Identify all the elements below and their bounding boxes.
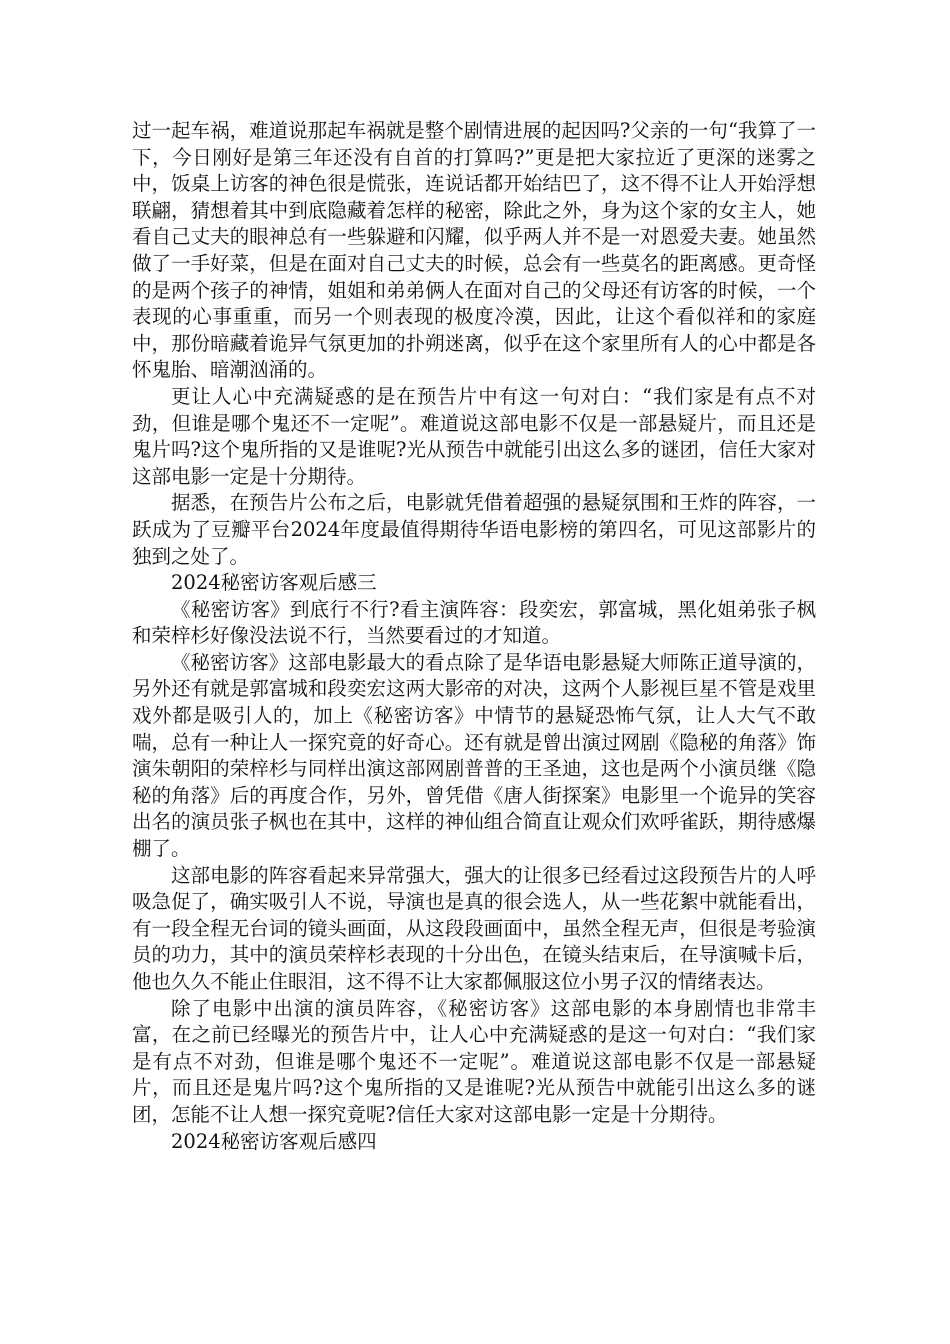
paragraph-dialogue-doubt: 更让人心中充满疑惑的是在预告片中有这一句对白：“我们家是有点不对劲，但谁是哪个鬼还不一定呢”。难道说这部电影不仅是一部悬疑片，而且还是鬼片吗?这个鬼所指的又是谁呢?光从预告中就能引出这么多的谜团，信任大家对这部电影一定是十分期待。 [132, 384, 816, 488]
paragraph-plot-richness: 除了电影中出演的演员阵容，《秘密访客》这部电影的本身剧情也非常丰富，在之前已经曝光的预告片中，让人心中充满疑惑的是这一句对白：“我们家是有点不对劲，但谁是哪个鬼还不一定呢”。难道说这部电影不仅是一部悬疑片，而且还是鬼片吗?这个鬼所指的又是谁呢?光从预告中就能引出这么多的谜团，怎能不让人想一探究竟呢?信任大家对这部电影一定是十分期待。 [132, 996, 816, 1126]
section-heading-three: 2024秘密访客观后感三 [171, 571, 377, 595]
section-heading-four: 2024秘密访客观后感四 [171, 1129, 377, 1153]
paragraph-cast-question: 《秘密访客》到底行不行?看主演阵容：段奕宏，郭富城，黑化姐弟张子枫和荣梓杉好像没法说不行，当然要看过的才知道。 [132, 597, 816, 648]
paragraph-intro-continuation: 过一起车祸，难道说那起车祸就是整个剧情进展的起因吗?父亲的一句“我算了一下，今日刚好是第三年还没有自首的打算吗?”更是把大家拉近了更深的迷雾之中，饭桌上访客的神色很是慌张，连说话都开始结巴了，这不得不让人开始浮想联翩，猜想着其中到底隐藏着怎样的秘密，除此之外，身为这个家的女主人，她看自己丈夫的眼神总有一些躲避和闪耀，似乎两人并不是一对恩爱夫妻。她虽然做了一手好菜，但是在面对自己丈夫的时候，总会有一些莫名的距离感。更奇怪的是两个孩子的神情，姐姐和弟弟俩人在面对自己的父母还有访客的时候，一个表现的心事重重，而另一个则表现的极度冷漠，因此，让这个看似祥和的家庭中，那份暗藏着诡异气氛更加的扑朔迷离，似乎在这个家里所有人的心中都是各怀鬼胎、暗潮汹涌的。 [132, 119, 816, 382]
paragraph-douban-ranking: 据悉，在预告片公布之后，电影就凭借着超强的悬疑氛围和王炸的阵容，一跃成为了豆瓣平台2024年度最值得期待华语电影榜的第四名，可见这部影片的独到之处了。 [132, 491, 816, 568]
paragraph-cast-strength: 这部电影的阵容看起来异常强大，强大的让很多已经看过这段预告片的人呼吸急促了，确实吸引人不说，导演也是真的很会选人，从一些花絮中就能看出，有一段全程无台词的镜头画面，从这段段画面中，虽然全程无声，但很是考验演员的功力，其中的演员荣梓杉表现的十分出色，在镜头结束后，在导演喊卡后，他也久久不能止住眼泪，这不得不让大家都佩服这位小男子汉的情绪表达。 [132, 863, 816, 993]
paragraph-highlights: 《秘密访客》这部电影最大的看点除了是华语电影悬疑大师陈正道导演的，另外还有就是郭富城和段奕宏这两大影帝的对决，这两个人影视巨星不管是戏里戏外都是吸引人的，加上《秘密访客》中情节的悬疑恐怖气氛，让人大气不敢喘，总有一种让人一探究竟的好奇心。还有就是曾出演过网剧《隐秘的角落》饰演朱朝阳的荣梓杉与同样出演这部网剧普普的王圣迪，这也是两个小演员继《隐秘的角落》后的再度合作，另外，曾凭借《唐人街探案》电影里一个诡异的笑容出名的演员张子枫也在其中，这样的神仙组合简直让观众们欢呼雀跃，期待感爆棚了。 [132, 650, 816, 861]
document-body [132, 118, 816, 1155]
